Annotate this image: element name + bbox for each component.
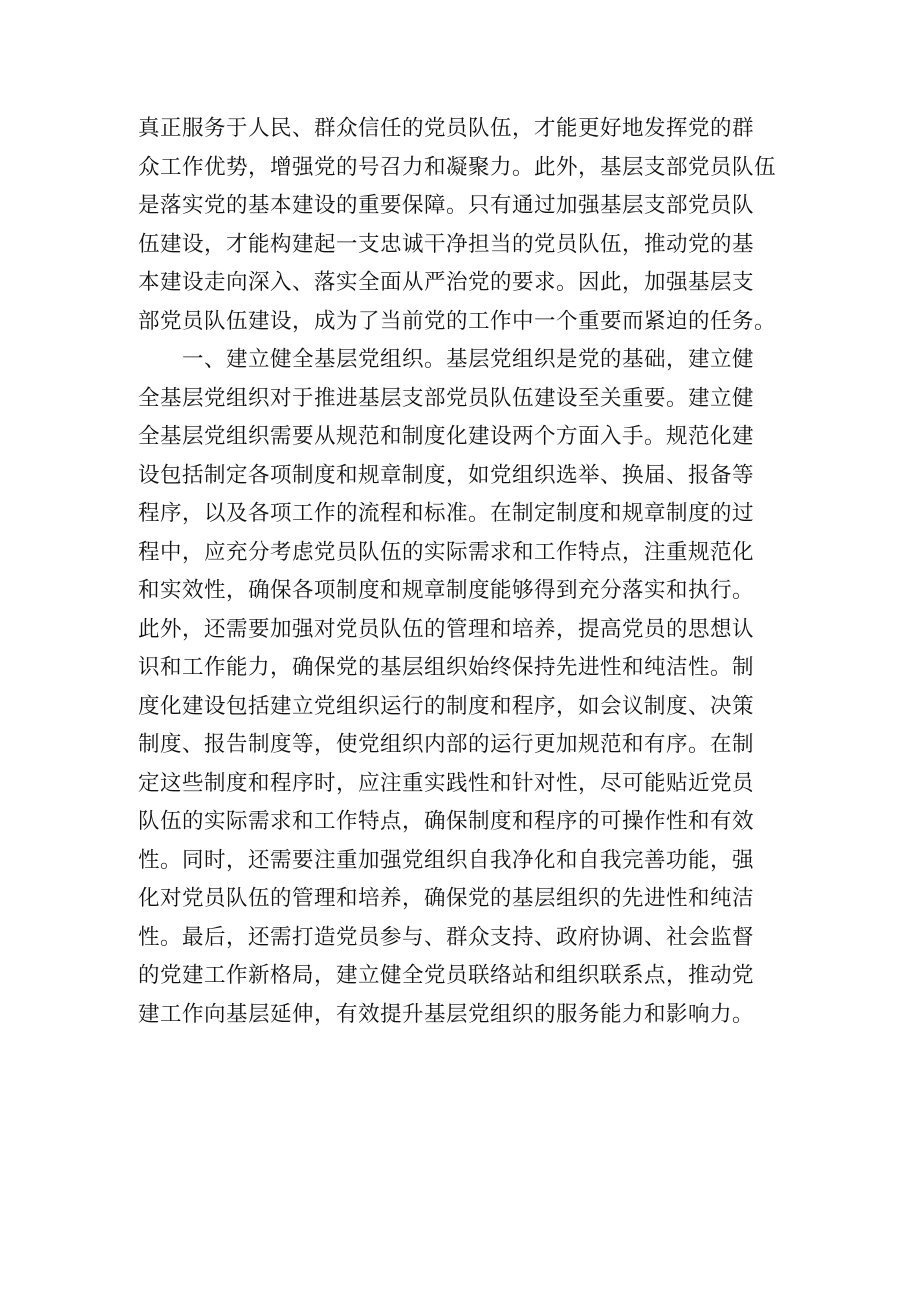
text-line: 众工作优势，增强党的号召力和凝聚力。此外，基层支部党员队伍	[138, 154, 777, 180]
text-line: 性。最后，还需打造党员参与、群众支持、政府协调、社会监督	[138, 924, 755, 950]
text-line: 是落实党的基本建设的重要保障。只有通过加强基层支部党员队	[138, 193, 755, 218]
text-line: 真正服务于人民、群众信任的党员队伍，才能更好地发挥党的群	[138, 116, 755, 141]
text-line: 程中，应充分考虑党员队伍的实际需求和工作特点，注重规范化	[138, 539, 755, 565]
text-line: 设包括制定各项制度和规章制度，如党组织选举、换届、报备等	[138, 462, 755, 488]
text-line: 全基层党组织需要从规范和制度化建设两个方面入手。规范化建	[138, 424, 755, 449]
text-line: 识和工作能力，确保党的基层组织始终保持先进性和纯洁性。制	[138, 655, 755, 680]
text-line: 的党建工作新格局，建立健全党员联络站和组织联系点，推动党	[138, 963, 755, 988]
text-line: 和实效性，确保各项制度和规章制度能够得到充分落实和执行。	[138, 578, 755, 603]
body-text	[138, 110, 788, 1034]
text-line: 制度、报告制度等，使党组织内部的运行更加规范和有序。在制	[138, 732, 755, 757]
text-line: 伍建设，才能构建起一支忠诚干净担当的党员队伍，推动党的基	[138, 231, 755, 257]
text-line: 全基层党组织对于推进基层支部党员队伍建设至关重要。建立健	[138, 385, 755, 411]
text-line: 此外，还需要加强对党员队伍的管理和培养，提高党员的思想认	[138, 616, 755, 642]
text-line: 建工作向基层延伸，有效提升基层党组织的服务能力和影响力。	[138, 1001, 755, 1027]
text-line: 队伍的实际需求和工作特点，确保制度和程序的可操作性和有效	[138, 809, 755, 834]
text-line: 性。同时，还需要注重加强党组织自我净化和自我完善功能，强	[138, 847, 755, 873]
section-heading-line: 一、建立健全基层党组织。基层党组织是党的基础，建立健	[182, 347, 755, 372]
text-line: 本建设走向深入、落实全面从严治党的要求。因此，加强基层支	[138, 270, 755, 295]
text-line: 化对党员队伍的管理和培养，确保党的基层组织的先进性和纯洁	[138, 886, 755, 911]
text-line: 度化建设包括建立党组织运行的制度和程序，如会议制度、决策	[138, 693, 755, 719]
text-line: 部党员队伍建设，成为了当前党的工作中一个重要而紧迫的任务。	[138, 308, 777, 334]
text-line: 定这些制度和程序时，应注重实践性和针对性，尽可能贴近党员	[138, 770, 755, 796]
text-line: 程序，以及各项工作的流程和标准。在制定制度和规章制度的过	[138, 501, 755, 526]
